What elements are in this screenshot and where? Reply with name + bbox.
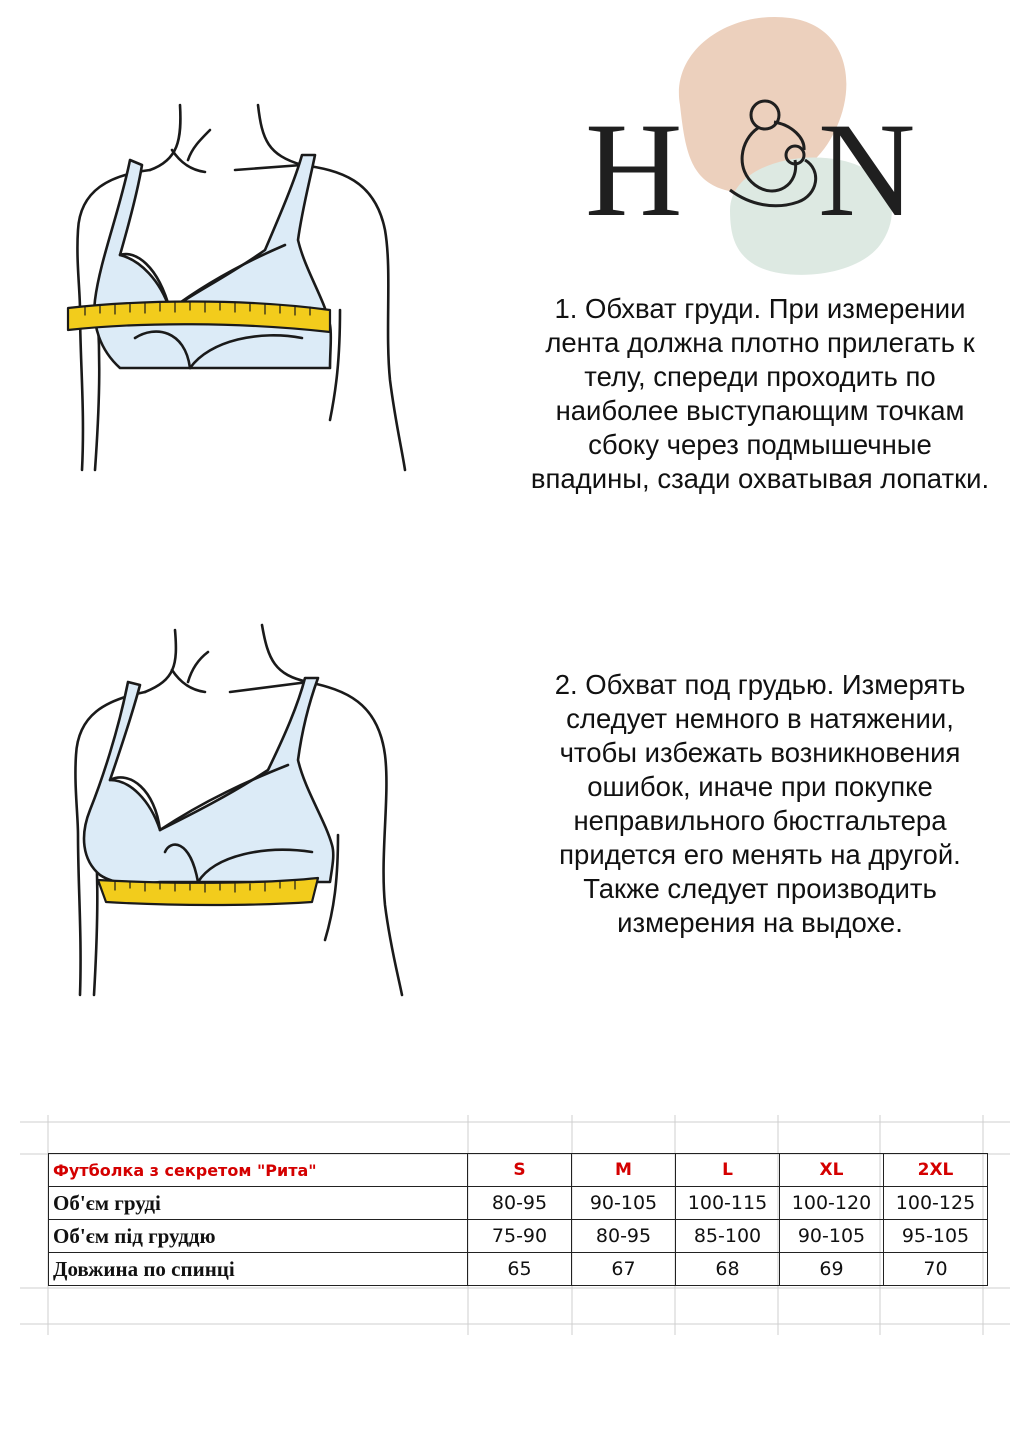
instruction-line: сбоку через подмышечные bbox=[588, 429, 932, 460]
size-header: M bbox=[572, 1154, 676, 1187]
table-cell: 90-105 bbox=[572, 1187, 676, 1220]
table-cell: 100-120 bbox=[780, 1187, 884, 1220]
bra-shape bbox=[84, 678, 333, 884]
table-row bbox=[49, 1187, 988, 1220]
size-header: XL bbox=[780, 1154, 884, 1187]
table-cell: 100-125 bbox=[884, 1187, 988, 1220]
table-cell: 80-95 bbox=[468, 1187, 572, 1220]
table-cell: 85-100 bbox=[676, 1220, 780, 1253]
size-chart-table bbox=[48, 1153, 988, 1286]
table-cell: 100-115 bbox=[676, 1187, 780, 1220]
table-header-row bbox=[49, 1154, 988, 1187]
table-cell: 75-90 bbox=[468, 1220, 572, 1253]
chest-measure-instruction bbox=[495, 292, 1025, 496]
table-cell: 70 bbox=[884, 1253, 988, 1286]
table-cell: 80-95 bbox=[572, 1220, 676, 1253]
row-label: Об'єм груді bbox=[49, 1187, 468, 1220]
instruction-line: телу, спереди проходить по bbox=[584, 361, 936, 392]
instruction-line: впадины, сзади охватывая лопатки. bbox=[530, 463, 990, 494]
logo-letter-h: H bbox=[585, 96, 683, 245]
instruction-line: лента должна плотно прилегать к bbox=[545, 327, 975, 358]
underbust-measure-instruction bbox=[495, 668, 1025, 940]
instruction-line: ошибок, иначе при покупке bbox=[587, 771, 933, 802]
size-header: 2XL bbox=[884, 1154, 988, 1187]
table-cell: 69 bbox=[780, 1253, 884, 1286]
table-title: Футболка з секретом "Рита" bbox=[49, 1154, 468, 1187]
table-cell: 68 bbox=[676, 1253, 780, 1286]
table-row bbox=[49, 1253, 988, 1286]
row-label: Об'єм під груддю bbox=[49, 1220, 468, 1253]
instruction-line: придется его менять на другой. bbox=[559, 839, 961, 870]
table-cell: 95-105 bbox=[884, 1220, 988, 1253]
size-header: L bbox=[676, 1154, 780, 1187]
brand-logo bbox=[560, 10, 980, 290]
instruction-line: чтобы избежать возникновения bbox=[559, 737, 961, 768]
size-header: S bbox=[468, 1154, 572, 1187]
row-label: Довжина по спинці bbox=[49, 1253, 468, 1286]
table-row bbox=[49, 1220, 988, 1253]
logo-letter-n: N bbox=[818, 96, 916, 245]
underbust-measure-illustration bbox=[40, 620, 460, 1005]
table-cell: 67 bbox=[572, 1253, 676, 1286]
table-cell: 65 bbox=[468, 1253, 572, 1286]
measuring-tape bbox=[98, 878, 318, 905]
instruction-line: неправильного бюстгальтера bbox=[573, 805, 947, 836]
table-cell: 90-105 bbox=[780, 1220, 884, 1253]
chest-measure-illustration bbox=[40, 100, 460, 480]
instruction-line: 2. Обхват под грудью. Измерять bbox=[554, 669, 966, 700]
instruction-line: Также следует производить bbox=[583, 873, 937, 904]
instruction-line: наиболее выступающим точкам bbox=[555, 395, 965, 426]
instruction-line: 1. Обхват груди. При измерении bbox=[554, 293, 966, 324]
instruction-line: следует немного в натяжении, bbox=[566, 703, 954, 734]
instruction-line: измерения на выдохе. bbox=[617, 907, 903, 938]
